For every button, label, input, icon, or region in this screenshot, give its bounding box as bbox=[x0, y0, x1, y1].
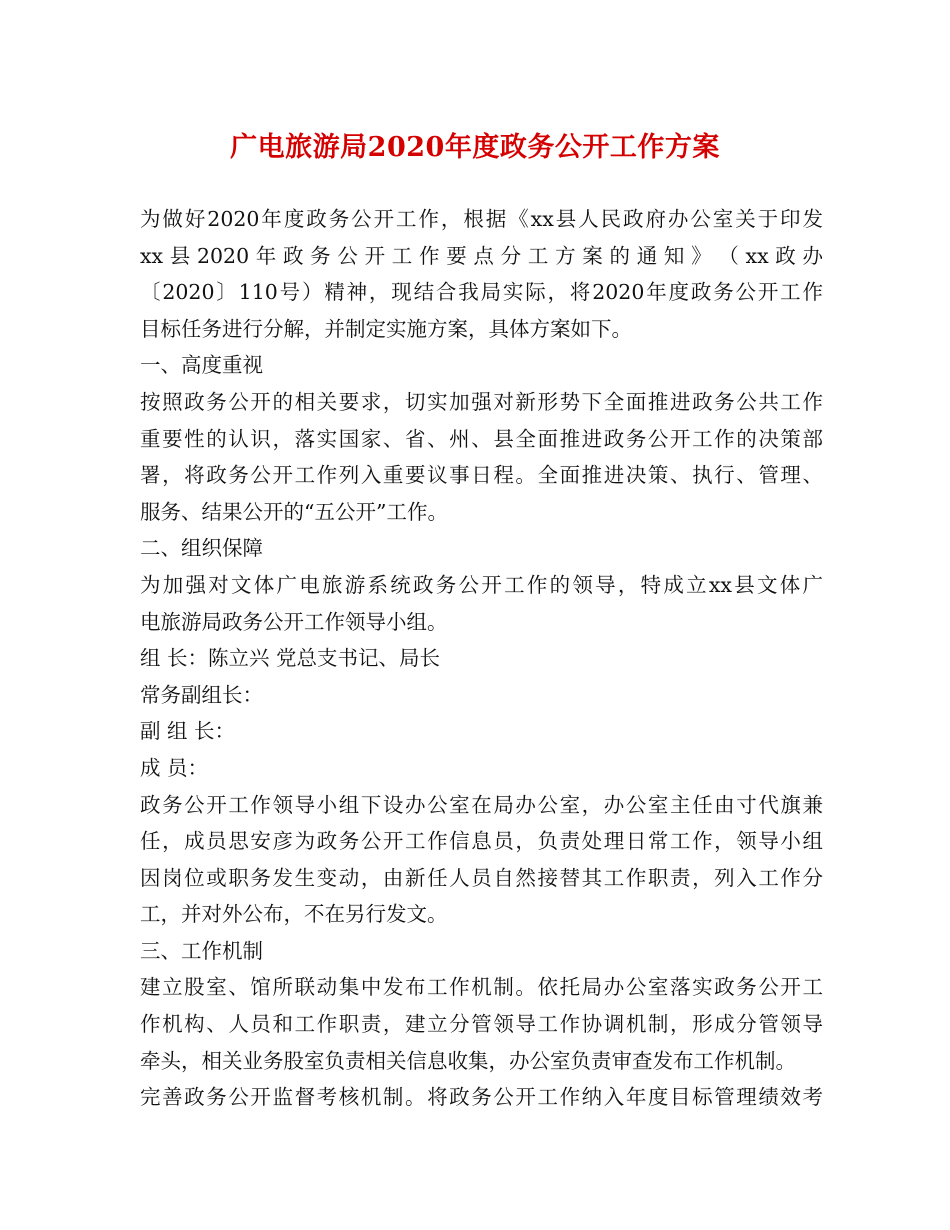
paragraph-line: 政务公开工作领导小组下设办公室在局办公室，办公室主任由寸代旗兼 bbox=[140, 792, 823, 817]
member-line: 副 组 长： bbox=[140, 719, 236, 744]
section-heading: 三、工作机制 bbox=[140, 938, 263, 963]
member-line: 常务副组长： bbox=[140, 682, 263, 707]
paragraph-line: 为做好2020年度政务公开工作，根据《xx县人民政府办公室关于印发 bbox=[140, 207, 823, 231]
paragraph-line: 目标任务进行分解，并制定实施方案，具体方案如下。 bbox=[140, 316, 632, 341]
paragraph-line: 因岗位或职务发生变动，由新任人员自然接替其工作职责，列入工作分 bbox=[140, 865, 823, 890]
paragraph-line: 重要性的认识，落实国家、省、州、县全面推进政务公开工作的决策部 bbox=[140, 426, 823, 451]
paragraph-line: 工，并对外公布，不在另行发文。 bbox=[140, 902, 448, 927]
section-heading: 一、高度重视 bbox=[140, 353, 263, 378]
member-line: 组 长：陈立兴 党总支书记、局长 bbox=[140, 646, 441, 671]
paragraph-line: 服务、结果公开的“五公开”工作。 bbox=[140, 499, 448, 524]
paragraph-line: 为加强对文体广电旅游系统政务公开工作的领导，特成立xx县文体广 bbox=[140, 572, 823, 597]
paragraph-line: 〔2020〕110号）精神，现结合我局实际，将2020年度政务公开工作 bbox=[140, 280, 823, 305]
document-title: 广电旅游局2020年度政务公开工作方案 bbox=[230, 132, 720, 163]
paragraph-line: xx 县 2020 年 政 务 公 开 工 作 要 点 分 工 方 案 的 通 知 》 （ xx 政 办 bbox=[140, 243, 823, 268]
document-body bbox=[140, 201, 823, 1116]
paragraph-line: 电旅游局政务公开工作领导小组。 bbox=[140, 609, 448, 634]
section-heading: 二、组织保障 bbox=[140, 536, 263, 561]
paragraph-line: 牵头，相关业务股室负责相关信息收集，办公室负责审查发布工作机制。 bbox=[140, 1048, 796, 1073]
paragraph-line: 按照政务公开的相关要求，切实加强对新形势下全面推进政务公共工作 bbox=[140, 389, 823, 414]
paragraph-line: 任，成员思安彦为政务公开工作信息员，负责处理日常工作，领导小组 bbox=[140, 829, 823, 854]
member-line: 成 员： bbox=[140, 755, 209, 780]
paragraph-line: 署，将政务公开工作列入重要议事日程。全面推进决策、执行、管理、 bbox=[140, 463, 823, 488]
paragraph-line: 作机构、人员和工作职责，建立分管领导工作协调机制，形成分管领导 bbox=[140, 1012, 823, 1037]
paragraph-line: 完善政务公开监督考核机制。将政务公开工作纳入年度目标管理绩效考 bbox=[140, 1085, 823, 1110]
paragraph-line: 建立股室、馆所联动集中发布工作机制。依托局办公室落实政务公开工 bbox=[140, 975, 823, 1000]
